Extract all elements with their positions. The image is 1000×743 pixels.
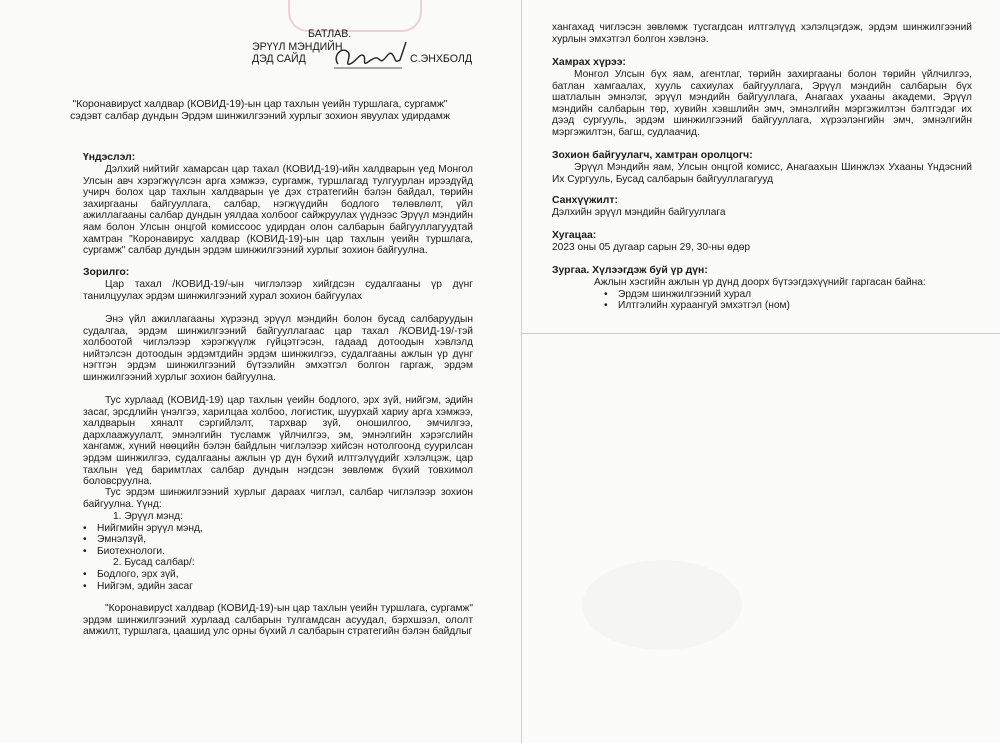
- list-item: • Эрдэм шинжилгээний хурал: [604, 289, 972, 301]
- paragraph-activities-text: Энэ үйл ажиллагааны хүрээнд эрүүл мэндийн болон бусад салбаруудын судалгаа, эрдэм шинжилгээний байгууллагаас цар тахал /КОВИД-19/-тэй холбоотой чиглэлээр хэрэгжүүлж гүйцэтгэсэн, гадаад дотоодын хэвлэлд нийтэлсэн дотоодын эрдэмтдийн эрдэм шинжилгээ, судалгааны ажлын үр дүнг нэгтгэн эрдэм шинжилгээний бүтээлийн эмхэтгэл болгон гаргаж, эрдэм шинжилгээний хурлыг зохион байгуулна.: [83, 314, 473, 383]
- section-goal: [83, 267, 473, 302]
- list-item: • Бодлого, эрх зүй,: [83, 569, 473, 581]
- section-text-funding: Дэлхийн эрүүл мэндийн байгууллага: [552, 207, 726, 218]
- section-text-date: 2023 оны 05 дугаар сарын 29, 30-ны өдөр: [552, 242, 751, 253]
- approval-name: С.ЭНХБОЛД: [409, 53, 472, 66]
- list-item: • Эмнэлзүй,: [83, 534, 473, 546]
- section-heading-basis: Үндэслэл:: [83, 152, 136, 163]
- paragraph-directions: [83, 487, 473, 510]
- approval-line-approved: БАТЛАВ.: [308, 28, 352, 40]
- section-funding: [552, 195, 972, 219]
- list-item: • Биотехнологи.: [83, 546, 473, 558]
- continuation-text: хангахад чиглэсэн зөвлөмж тусгагдсан илтгэлүүд хэлэлцэгдэж, эрдэм шинжилгээний хурлын эмхэтгэл болгон хэвлэнэ.: [552, 22, 972, 45]
- section-scope: [552, 57, 972, 139]
- continuation-paragraph: [552, 22, 972, 45]
- section-date: [552, 230, 972, 254]
- section-heading-goal: Зорилго:: [83, 267, 130, 278]
- paragraph-closing: [83, 603, 473, 638]
- paragraph-activities: [83, 314, 473, 384]
- section-text-results: Ажлын хэсгийн ажлын үр дүнд доорх бүтээгдэхүүнийг гаргасан байна:: [594, 277, 926, 288]
- document-title-line1: "Коронавирусt халдвар (КОВИД-19)-ын цар тахлын үеийн туршлага, сургамж": [72, 99, 448, 110]
- list-item: • Нийгэм, эдийн засаг: [83, 581, 473, 593]
- document-page-right: [522, 0, 1000, 743]
- sublist: [83, 569, 473, 592]
- section-basis: [83, 152, 473, 257]
- list-item: • Илтгэлийн хураангуй эмхэтгэл (ном): [604, 300, 972, 312]
- section-text-goal: Цар тахал /КОВИД-19/-ын чиглэлээр хийгдсэн судалгааны үр дүнг танилцуулах эрдэм шинжилгээний хурал зохион байгуулах: [83, 279, 473, 302]
- section-organizers: [552, 150, 972, 185]
- section-heading-date: Хугацаа:: [552, 230, 597, 241]
- results-body: [552, 277, 972, 312]
- section-text-organizers: Эрүүл Мэндийн яам, Улсын онцгой комисс, Анагаахын Шинжлэх Ухааны Үндэсний Их Сургууль, Бусад салбарын байгууллагагууд: [552, 162, 972, 185]
- document-title: [60, 99, 460, 123]
- sublist: [83, 523, 473, 558]
- section-text-basis: Дэлхий нийтийг хамарсан цар тахал (КОВИД-19)-ийн халдварын үед Монгол Улсын авч хэрэгжүүлсэн арга хэмжээ, сургамж, туршлагад тулгуурлан ирээдүйд учирч болох цар тахлын халдварын үе дэх стратегийн бэлэн байдал, төрийн захиргааны байгууллага, салбар, нэгжүүдийн бодлого төлөвлөлт, үйл ажиллагааны салбар дундын уялдаа холбоог сайжруулах үүднээс Эрүүл мэндийн яам болон Улсын онцгой комиссоос удирдан олон салбарын байгууллагуудтай хамтран "Коронавирус халдвар (КОВИД-19)-ын цар тахлын үеийн туршлага, сургамж" салбар дундын эрдэм шинжилгээний хурлыг зохион байгуулна.: [83, 164, 473, 257]
- approval-line-ministry: ЭРҮҮЛ МЭНДИЙН: [252, 40, 343, 53]
- list-item: 1. Эрүүл мэнд:: [113, 511, 183, 522]
- section-heading-scope: Хамрах хүрээ:: [552, 57, 626, 68]
- page-fold-divider: [522, 333, 1000, 334]
- paragraph-closing-text: "Коронавирусt халдвар (КОВИД-19)-ын цар тахлын үеийн туршлага, сургамж" эрдэм шинжилгээний хурлаад салбарын тулгамдсан асуудал, бэрхшээл, ололт амжилт, туршлага, цаашид улс орны бүхий л салбарын стратегийн бэлэн байдлыг: [83, 603, 473, 638]
- list-item: • Нийгмийн эрүүл мэнд,: [83, 523, 473, 535]
- paragraph-conference-topics: [83, 395, 473, 488]
- section-text-scope: Монгол Улсын бүх яам, агентлаг, төрийн захиргааны болон төрийн үйлчилгээ, батлан хамгаалах, хууль сахиулах байгууллага, Эрүүл мэндийн салбарын бүх шатлалын эмнэлэг, эрүүл мэндийн байгууллага, Анагаах ухааны академи, Эрүүл мэндийн салбарын төр, хувийн хэвшлийн эмч, эмнэлгийн мэргэжилтэн бэлтгэдэг их дээд сургууль, эрдэм шинжилгээний байгууллага, хүрээлэнгийн эмч, эмнэлгийн мэргэжилтэн, багш, судлаачид.: [552, 69, 972, 138]
- results-list: [582, 289, 972, 312]
- list-item: 2. Бусад салбар/:: [113, 557, 195, 569]
- directions-list: [83, 511, 473, 592]
- paragraph-directions-text: Тус эрдэм шинжилгээний хурлыг дараах чиглэл, салбар чиглэлээр зохион байгуулна. Үүнд:: [83, 487, 473, 510]
- section-heading-results: Зургаа. Хүлээгдэж буй үр дүн:: [552, 265, 708, 276]
- approval-title: ДЭД САЙД: [252, 53, 306, 66]
- signature-icon: [330, 38, 410, 74]
- section-results: [552, 265, 972, 312]
- paragraph-conference-topics-text: Тус хурлаад (КОВИД-19) цар тахлын үеийн бодлого, эрх зүй, нийгэм, эдийн засаг, эрсдлийн үнэлгээ, харилцаа холбоо, логистик, шуурхай хариу арга хэмжээ, халдварын хяналт сэргийлэлт, тархвар зүй, оношилгоо, эмчилгээ, дархлаажуулалт, эмнэлгийн тусламж үйлчилгээ, эм, эмнэлгийн хэрэгслийн хангамж, хүний нөөцийн бэлэн байдлын чиглэлээр хийсэн нотолгоонд суурилсан эрдэм шинжилгээ, судалгааны ажлын үр дүн бүхий илтгэлүүдийг хэлэлцэж, цар тахлын үед баримтлах салбар дундын нэгдсэн зөвлөмж бүхий товхимол боловсруулна.: [83, 395, 473, 488]
- section-heading-funding: Санхүүжилт:: [552, 195, 618, 206]
- section-heading-organizers: Зохион байгуулагч, хамтран оролцогч:: [552, 150, 753, 161]
- document-title-line2: сэдэвт салбар дундын Эрдэм шинжилгээний хурлыг зохион явуулах удирдамж: [70, 111, 450, 122]
